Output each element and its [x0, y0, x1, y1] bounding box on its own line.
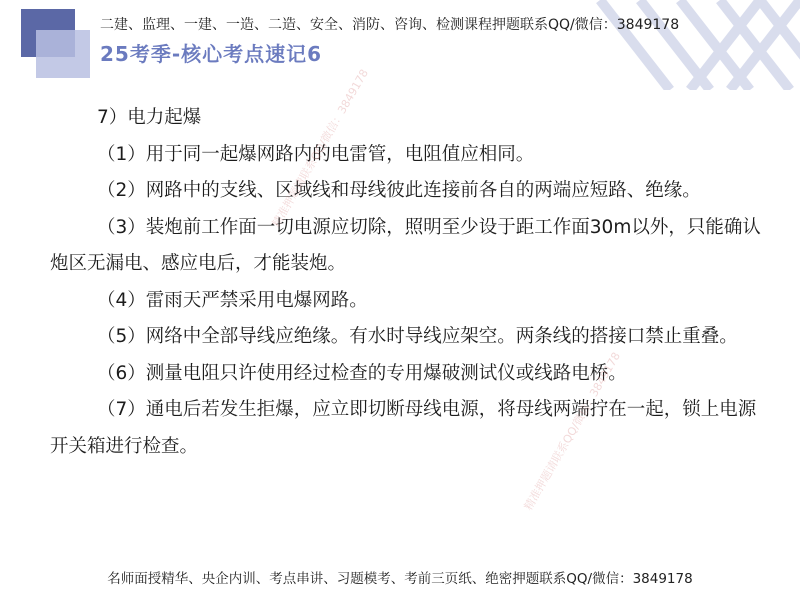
list-item: （6）测量电阻只许使用经过检查的专用爆破测试仪或线路电桥。: [97, 362, 627, 384]
list-item: （5）网络中全部导线应绝缘。有水时导线应架空。两条线的搭接口禁止重叠。: [97, 326, 738, 347]
list-item: （1）用于同一起爆网路内的电雷管，电阻值应相同。: [97, 143, 535, 165]
contact-banner-top: 二建、监理、一建、一造、二造、安全、消防、咨询、检测课程押题联系QQ/微信：3849178: [100, 17, 680, 33]
section-heading: 7）电力起爆: [97, 107, 202, 128]
watermark-bottom: 精准押题请联系QQ/微信：3849178: [521, 350, 623, 513]
decorative-square-light: [36, 30, 90, 78]
list-item: （4）雷雨天严禁采用电爆网路。: [97, 289, 368, 311]
list-item: （7）通电后若发生拒爆，应立即切断母线电源，将母线两端拧在一起，锁上电源开关箱进行检查。: [50, 399, 757, 457]
deck-title: 25考季-核心考点速记6: [100, 42, 323, 66]
watermark-top: 精准押题请联系QQ/微信：3849178: [269, 67, 371, 230]
contact-banner-bottom: 名师面授精华、央企内训、考点串讲、习题模考、考前三页纸、绝密押题联系QQ/微信：3849178: [107, 571, 693, 587]
list-item: （3）装炮前工作面一切电源应切除，照明至少设于距工作面30m以外，只能确认炮区无漏电、感应电后，才能装炮。: [50, 216, 761, 274]
list-item: （2）网路中的支线、区域线和母线彼此连接前各自的两端应短路、绝缘。: [97, 180, 701, 201]
main-content: [50, 100, 770, 465]
